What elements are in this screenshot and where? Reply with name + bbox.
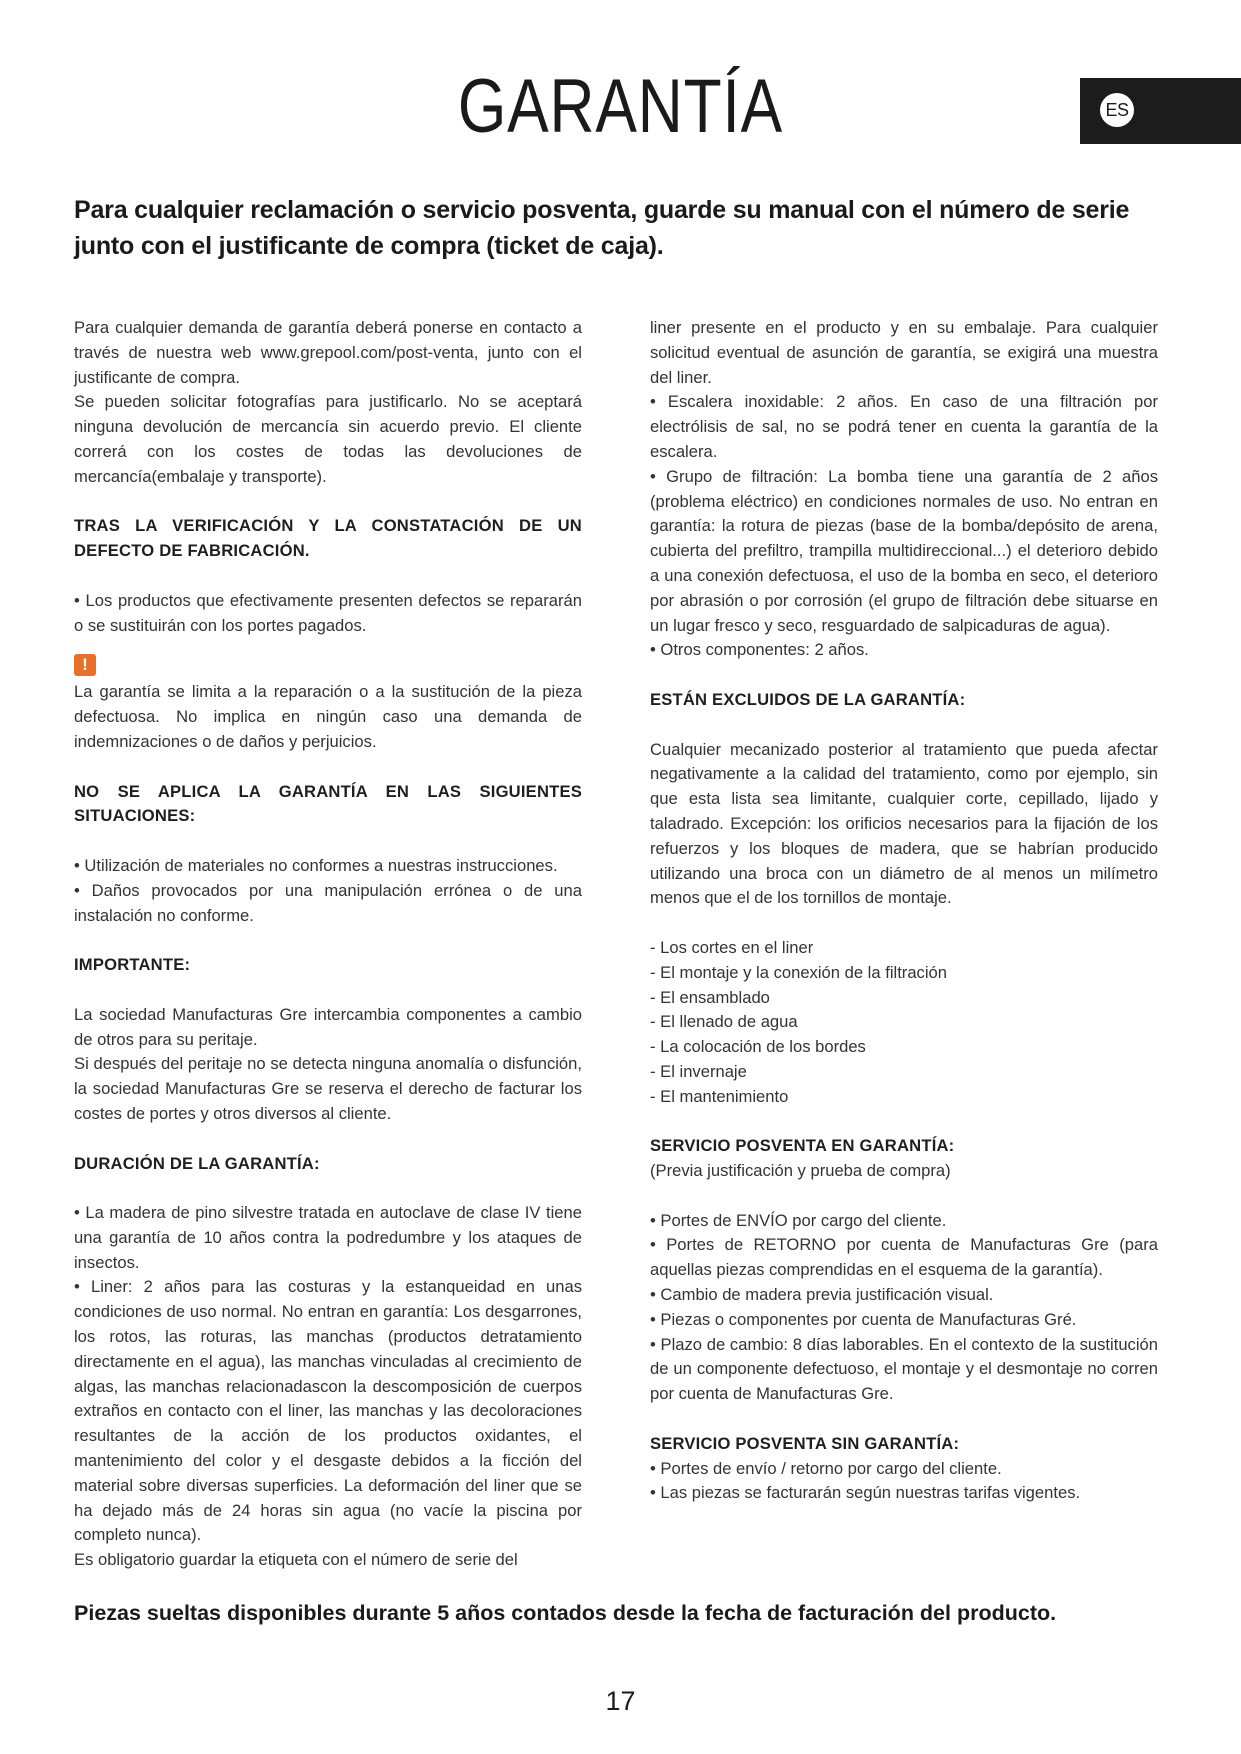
list-item: • Piezas o componentes por cuenta de Manufacturas Gré. — [650, 1309, 1077, 1329]
intro-notice: Para cualquier reclamación o servicio posventa, guarde su manual con el número de serie junto con el justificante de compra (ticket de caja). — [74, 196, 1130, 260]
list-item: - El invernaje — [650, 1061, 747, 1081]
language-badge: ES — [1100, 93, 1134, 127]
photos-paragraph: Se pueden solicitar fotografías para justificarlo. No se aceptará ninguna devolución de mercancía sin acuerdo previo. El cliente correrá con los costes de todas las devoluciones de mercancía(embalaje y transporte). — [74, 392, 582, 486]
exclusion-bullet: • Utilización de materiales no conformes a nuestras instrucciones. — [74, 855, 558, 875]
list-item: • Las piezas se facturarán según nuestras tarifas vigentes. — [650, 1483, 1081, 1503]
wood-bullet: • La madera de pino silvestre tratada en autoclave de clase IV tiene una garantía de 10 años contra la podredumbre y los ataques de insectos. — [74, 1203, 582, 1272]
warning-icon: ! — [74, 654, 96, 676]
ladder-bullet: • Escalera inoxidable: 2 años. En caso de una filtración por electrólisis de sal, no se podrá tener en cuenta la garantía de la escalera. — [650, 392, 1158, 461]
list-item: - El montaje y la conexión de la filtración — [650, 962, 947, 982]
defect-bullet: • Los productos que efectivamente presenten defectos se repararán o se sustituirán con los portes pagados. — [74, 590, 582, 635]
important-heading: IMPORTANTE: — [74, 955, 191, 975]
excluded-heading: ESTÁN EXCLUIDOS DE LA GARANTÍA: — [650, 689, 966, 709]
filtration-bullet: • Grupo de filtración: La bomba tiene una garantía de 2 años (problema eléctrico) en condiciones normales de uso. No entran en garantía: la rotura de piezas (base de la bomba/depósito de arena, cubierta del prefiltro, trampilla multidireccional...) el deterioro debido a una conexión defectuosa, el uso de la bomba en seco, el deterioro por abrasión o por corrosión (el grupo de filtración debe situarse en un lugar fresco y seco, resguardado de salpicaduras de agua). — [650, 466, 1158, 635]
no-warranty-service-heading: SERVICIO POSVENTA SIN GARANTÍA: — [650, 1433, 960, 1453]
left-column — [74, 316, 582, 1573]
list-item: • Portes de envío / retorno por cargo del cliente. — [650, 1458, 1002, 1478]
list-item: • Cambio de madera previa justificación visual. — [650, 1285, 994, 1305]
exclusion-bullet: • Daños provocados por una manipulación errónea o de una instalación no conforme. — [74, 880, 582, 925]
page-number: 17 — [605, 1686, 636, 1716]
liner-bullet: • Liner: 2 años para las costuras y la estanqueidad en unas condiciones de uso normal. No entran en garantía: Los desgarrones, los rotos, las roturas, las manchas (productos detratamiento directamente en el agua), las manchas vinculadas al crecimiento de algas, las manchas relacionadascon la descomposición de cuerpos extraños en contacto con el liner, las manchas y las decoloraciones resultantes de la acción de los productos oxidantes, el mantenimiento del color y el desgaste debidos a la ficción del material sobre diversas superficies. La deformación del liner que se ha dejado más de 24 horas sin agua (no vacíe la piscina por completo nunca). — [74, 1277, 582, 1545]
verification-heading: TRAS LA VERIFICACIÓN Y LA CONSTATACIÓN DE UN DEFECTO DE FABRICACIÓN. — [74, 516, 582, 561]
language-tab — [1080, 78, 1241, 144]
list-item: - La colocación de los bordes — [650, 1037, 866, 1057]
right-column — [650, 316, 1158, 1506]
list-item: • Portes de ENVÍO por cargo del cliente. — [650, 1210, 947, 1230]
list-item: - El mantenimiento — [650, 1086, 789, 1106]
duration-heading: DURACIÓN DE LA GARANTÍA: — [74, 1153, 320, 1173]
warranty-service-subtitle: (Previa justificación y prueba de compra) — [650, 1161, 951, 1181]
warranty-service-heading: SERVICIO POSVENTA EN GARANTÍA: — [650, 1136, 955, 1156]
list-item: - El llenado de agua — [650, 1012, 798, 1032]
important-paragraph: Si después del peritaje no se detecta ninguna anomalía o disfunción, la sociedad Manufacturas Gre se reserva el derecho de facturar los costes de portes y otros diversos al cliente. — [74, 1054, 582, 1123]
important-paragraph: La sociedad Manufacturas Gre intercambia componentes a cambio de otros para su peritaje. — [74, 1004, 582, 1049]
warning-text: La garantía se limita a la reparación o a la sustitución de la pieza defectuosa. No implica en ningún caso una demanda de indemnizaciones o de daños y perjuicios. — [74, 682, 582, 751]
list-item: • Plazo de cambio: 8 días laborables. En el contexto de la sustitución de un componente defectuoso, el montaje y el desmontaje no corren por cuenta de Manufacturas Gre. — [650, 1334, 1158, 1404]
contact-paragraph: Para cualquier demanda de garantía deberá ponerse en contacto a través de nuestra web www.grepool.com/post-venta, junto con el justificante de compra. — [74, 318, 582, 387]
label-paragraph: Es obligatorio guardar la etiqueta con el número de serie del — [74, 1550, 518, 1570]
spare-parts-note: Piezas sueltas disponibles durante 5 años contados desde la fecha de facturación del producto. — [74, 1601, 1057, 1625]
list-item: • Portes de RETORNO por cuenta de Manufacturas Gre (para aquellas piezas comprendidas en el esquema de la garantía). — [650, 1235, 1158, 1280]
machining-paragraph: Cualquier mecanizado posterior al tratamiento que pueda afectar negativamente a la calidad del tratamiento, como por ejemplo, sin que esta lista sea limitante, cualquier corte, cepillado, lijado y taladrado. Excepción: los orificios necesarios para la fijación de los refuerzos y los bloques de madera, que se habrían producido utilizando una broca con un diámetro de al menos un milímetro menos que el de los tornillos de montaje. — [650, 739, 1158, 908]
list-item: - Los cortes en el liner — [650, 937, 814, 957]
other-components-bullet: • Otros componentes: 2 años. — [650, 640, 869, 660]
exclusions-heading: NO SE APLICA LA GARANTÍA EN LAS SIGUIENTES SITUACIONES: — [74, 781, 582, 826]
page-title: GARANTÍA — [457, 64, 783, 149]
list-item: - El ensamblado — [650, 987, 770, 1007]
liner-paragraph: liner presente en el producto y en su embalaje. Para cualquier solicitud eventual de asunción de garantía, se exigirá una muestra del liner. — [650, 318, 1158, 387]
